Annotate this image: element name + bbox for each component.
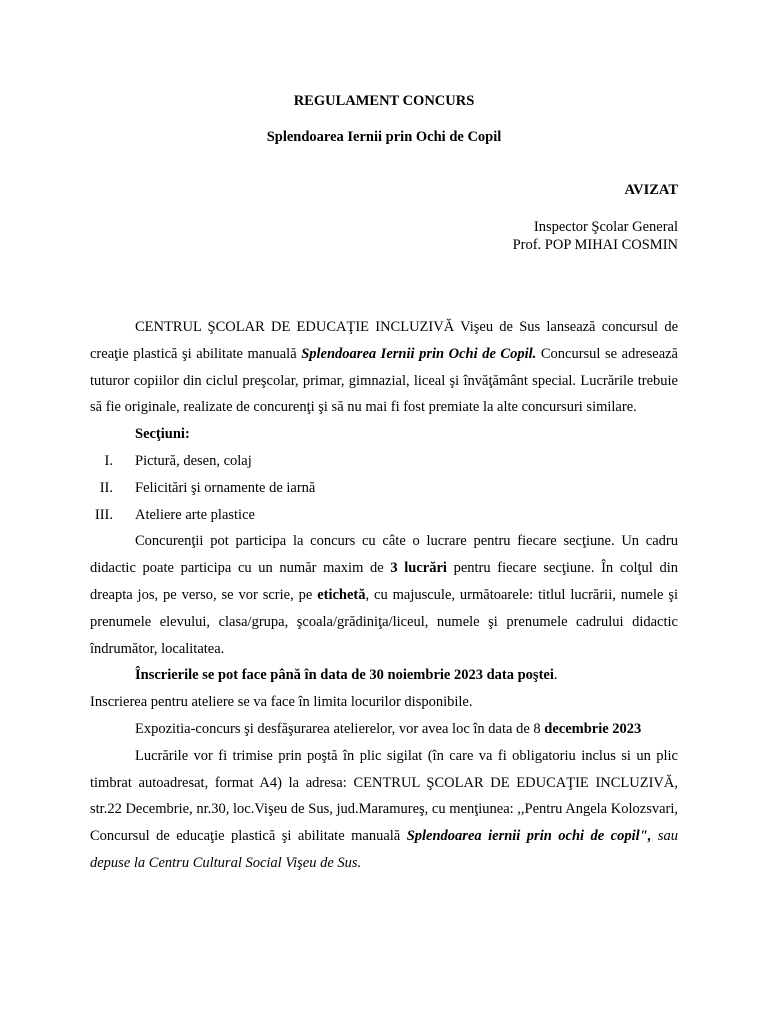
approval-block	[513, 218, 678, 254]
approval-role: Inspector Şcolar General	[533, 219, 678, 235]
document-subtitle: Splendoarea Iernii prin Ochi de Copil	[266, 129, 502, 145]
participation-max-works: 3 lucrări	[390, 560, 447, 577]
submission-text-2: sau depuse la Centru Cultural Social Vişeu de Sus.	[90, 828, 678, 871]
approval-label: AVIZAT	[624, 182, 678, 198]
participation-text-1: Concurenţii pot participa la concurs cu câte o lucrare pentru fiecare secţiune. Un cadru didactic poate participa cu un număr maxim de	[90, 533, 678, 577]
sections-heading: Secţiuni:	[135, 426, 190, 443]
intro-paragraph	[90, 314, 678, 421]
section-item	[90, 502, 678, 529]
participation-paragraph	[90, 528, 678, 662]
section-label: Ateliere arte plastice	[135, 506, 255, 523]
registration-deadline	[90, 662, 678, 689]
approval-name: Prof. POP MIHAI COSMIN	[512, 237, 678, 253]
participation-text-2: pentru fiecare secţiune. În colţul din dreapta jos, pe verso, se vor scrie, pe	[90, 560, 679, 603]
registration-workshops: Inscrierea pentru ateliere se va face în limita locurilor disponibile.	[90, 694, 473, 711]
section-label: Felicitări şi ornamente de iarnă	[135, 479, 316, 496]
section-number: II.	[99, 479, 113, 496]
section-item	[90, 475, 678, 502]
section-label: Pictură, desen, colaj	[135, 452, 252, 469]
document-title: REGULAMENT CONCURS	[293, 93, 475, 109]
section-item	[90, 448, 678, 475]
participation-label-word: etichetă	[317, 586, 366, 603]
exhibition-text: Expozitia-concurs şi desfăşurarea atelierelor, vor avea loc în data de 8	[135, 720, 545, 737]
document-body	[90, 314, 678, 877]
registration-deadline-text: Înscrierile se pot face până în data de 30 noiembrie 2023 data poştei	[135, 667, 554, 684]
exhibition-date: decembrie 2023	[544, 720, 642, 737]
section-number: III.	[94, 506, 113, 523]
submission-paragraph	[90, 743, 678, 877]
participation-text-3: , cu majuscule, următoarele: titlul lucrării, numele şi prenumele elevului, clasa/grupa, şcoala/grădiniţa/liceul, numele şi prenumele cadrului didactic îndrumător, localitatea.	[90, 586, 678, 657]
registration-deadline-end: .	[553, 667, 558, 684]
submission-text-1: Lucrările vor fi trimise prin poştă în plic sigilat (în care va fi obligatoriu inclus si un plic timbrat autoadresat, format A4) la adresa: CENTRUL ŞCOLAR DE EDUCAŢIE INCLUZIVĂ, str.22 Decembrie, nr.30, loc.Vişeu de Sus, jud.Maramureş, cu menţiunea: ,,Pentru Angela Kolozsvari, Concursul de educaţie plastică şi abilitate manuală	[90, 747, 678, 845]
exhibition-paragraph	[90, 716, 678, 743]
intro-text-1: CENTRUL ŞCOLAR DE EDUCAŢIE INCLUZIVĂ Vişeu de Sus lansează concursul de creaţie plastică şi abilitate manuală	[90, 319, 678, 362]
submission-contest-name: Splendoarea iernii prin ochi de copil",	[406, 828, 652, 845]
intro-text-2: Concursul se adresează tuturor copiilor din ciclul preşcolar, primar, gimnazial, liceal şi învăţământ special. Lucrările trebuie să fie originale, realizate de concurenţi şi să nu mai fi fost premiate la alte concursuri similare.	[90, 345, 678, 416]
section-number: I.	[104, 452, 113, 469]
intro-contest-name: Splendoarea Iernii prin Ochi de Copil.	[301, 345, 537, 362]
